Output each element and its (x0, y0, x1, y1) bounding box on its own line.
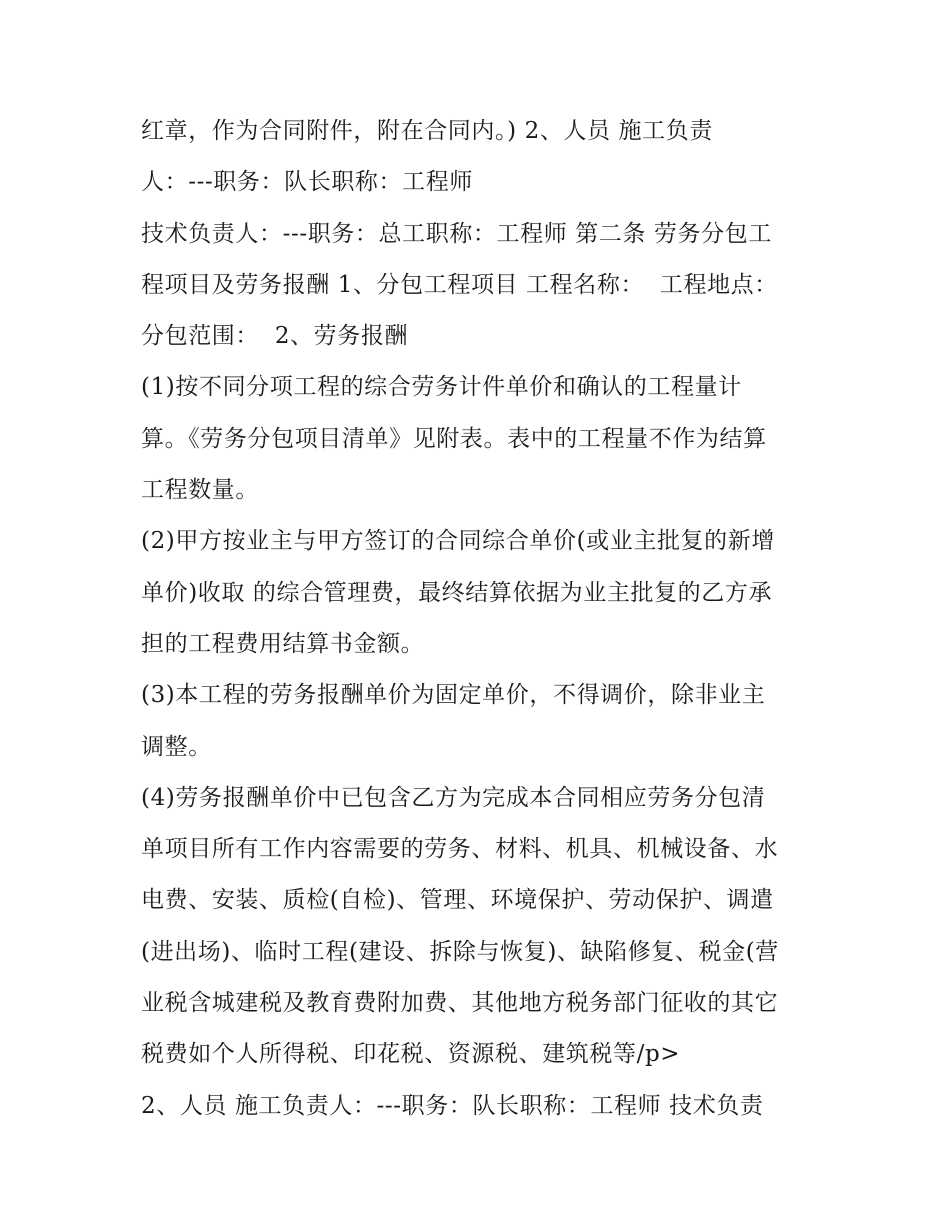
text-line: 税费如个人所得税、印花税、资源税、建筑税等/p> (141, 1041, 681, 1068)
text-line: (1)按不同分项工程的综合劳务计件单价和确认的工程量计 (141, 374, 742, 401)
text-line: 人：---职务：队长职称：工程师 (141, 169, 473, 196)
text-line: 程项目及劳务报酬 1、分包工程项目 工程名称： 工程地点： (141, 271, 778, 298)
text-line: (2)甲方按业主与甲方签订的合同综合单价(或业主批复的新增 (141, 528, 775, 555)
text-line: 担的工程费用结算书金额。 (141, 630, 425, 657)
text-line: (进出场)、临时工程(建设、拆除与恢复)、缺陷修复、税金(营 (141, 938, 779, 965)
text-line: 算。《劳务分包项目清单》见附表。表中的工程量不作为结算 (141, 425, 767, 452)
text-line: 2、人员 施工负责人：---职务：队长职称：工程师 技术负责 (141, 1092, 764, 1119)
text-line: 单项目所有工作内容需要的劳务、材料、机具、机械设备、水 (141, 836, 779, 863)
text-line: 业税含城建税及教育费附加费、其他地方税务部门征收的其它 (141, 990, 779, 1017)
text-line: 红章，作为合同附件，附在合同内。) 2、人员 施工负责 (141, 118, 713, 144)
text-line: 工程数量。 (141, 477, 259, 504)
text-line: (4)劳务报酬单价中已包含乙方为完成本合同相应劳务分包清 (141, 784, 766, 811)
document-body (141, 106, 821, 1132)
text-line: 单价)收取 的综合管理费，最终结算依据为业主批复的乙方承 (141, 579, 773, 606)
text-line: 分包范围： 2、劳务报酬 (141, 323, 409, 350)
text-line: 调整。 (141, 733, 212, 760)
text-line: 电费、安装、质检(自检)、管理、环境保护、劳动保护、调遣 (141, 887, 774, 914)
text-line: 技术负责人：---职务：总工职称：工程师 第二条 劳务分包工 (141, 220, 772, 247)
text-line: (3)本工程的劳务报酬单价为固定单价，不得调价，除非业主 (141, 682, 766, 709)
